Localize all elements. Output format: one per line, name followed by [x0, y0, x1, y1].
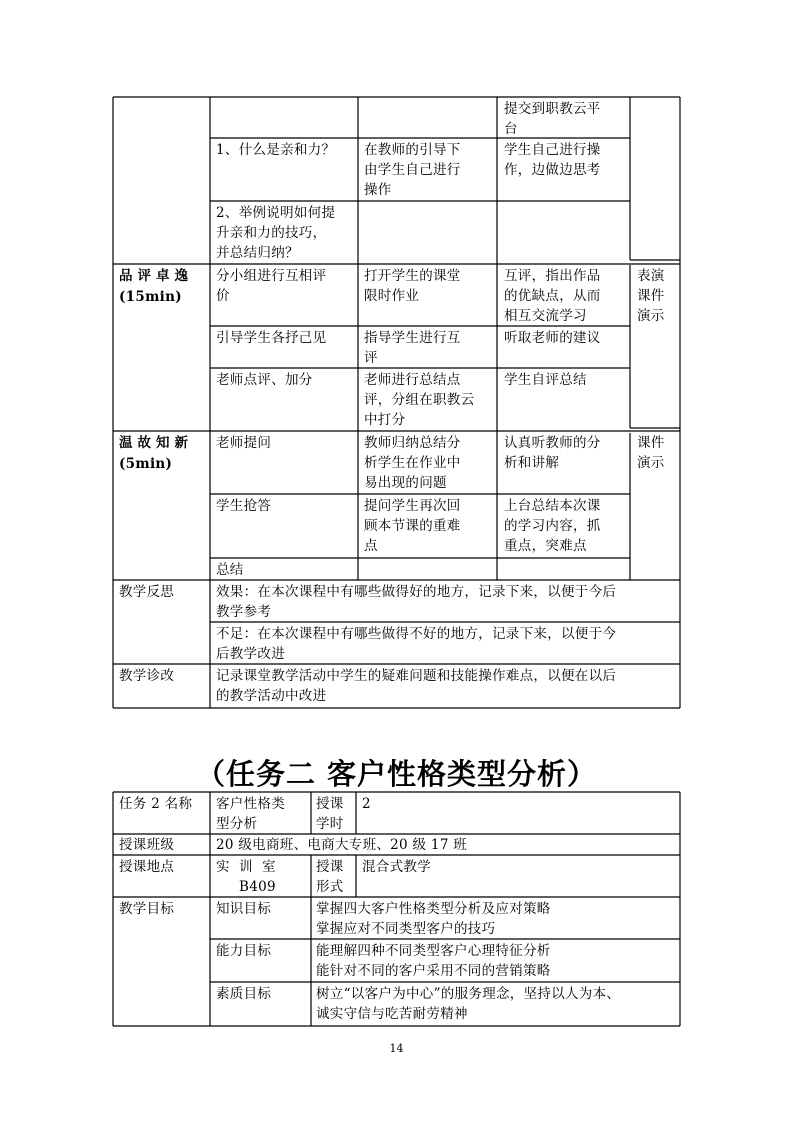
hours-label: 授课 学时 — [316, 796, 344, 832]
task-name-label: 任务 2 名称 — [119, 796, 193, 812]
cell-ping-1-student: 互评，指出作品 的优缺点，从而 相互交流学习 — [504, 268, 601, 324]
stage-time-pingping: (15min) — [119, 289, 182, 305]
cell-ping-3-student: 学生自评总结 — [504, 372, 587, 388]
resources-wengu: 课件 演示 — [637, 435, 665, 471]
cell-wen-2-student: 上台总结本次课 的学习内容，抓 重点，突难点 — [504, 498, 601, 554]
cell-ping-2-student: 听取老师的建议 — [504, 330, 601, 346]
cell-wen-1-teacher: 教师归纳总结分 析学生在作业中 易出现的问题 — [364, 435, 461, 491]
cell-wen-3-activity: 总结 — [216, 562, 244, 578]
cell-ping-1-activity: 分小组进行互相评 价 — [216, 268, 327, 304]
form-label: 授课 形式 — [316, 859, 344, 895]
goal-text-knowledge: 掌握四大客户性格类型分析及应对策略 掌握应对不同类型客户的技巧 — [316, 901, 551, 937]
goals-label: 教学目标 — [119, 901, 175, 917]
goal-type-knowledge: 知识目标 — [216, 901, 272, 917]
cell-submit-platform: 提交到职教云平 台 — [504, 101, 601, 137]
goal-type-ability: 能力目标 — [216, 943, 272, 959]
cell-ping-2-activity: 引导学生各抒己见 — [216, 330, 327, 346]
reflection-shortcoming: 不足：在本次课程中有哪些做得不好的地方，记录下来，以便于今 后教学改进 — [216, 626, 617, 662]
hours-value: 2 — [362, 796, 371, 812]
goal-text-ability: 能理解四种不同类型客户心理特征分析 能针对不同的客户采用不同的营销策略 — [316, 943, 551, 979]
cell-q1-student: 学生自己进行操 作，边做边思考 — [504, 142, 601, 178]
diagnosis-label: 教学诊改 — [119, 668, 175, 684]
cell-wen-1-activity: 老师提问 — [216, 435, 272, 451]
cell-question-1: 1、什么是亲和力？ — [216, 142, 336, 158]
cell-ping-1-teacher: 打开学生的课堂 限时作业 — [364, 268, 461, 304]
reflection-label: 教学反思 — [119, 584, 175, 600]
cell-wen-1-student: 认真听教师的分 析和讲解 — [504, 435, 601, 471]
cell-ping-2-teacher: 指导学生进行互 评 — [364, 330, 461, 366]
goal-text-quality: 树立“以客户为中心”的服务理念，坚持以人为本、 诚实守信与吃苦耐劳精神 — [316, 986, 621, 1022]
class-value: 20 级电商班、电商大专班、20 级 17 班 — [216, 837, 468, 853]
cell-q1-teacher: 在教师的引导下 由学生自己进行 操作 — [364, 142, 461, 198]
form-value: 混合式教学 — [362, 859, 431, 875]
cell-ping-3-teacher: 老师进行总结点 评，分组在职教云 中打分 — [364, 372, 475, 428]
stage-label-pingping: 品评卓逸 — [119, 268, 193, 284]
resources-pingping: 表演 课件 演示 — [637, 268, 665, 324]
place-label: 授课地点 — [119, 859, 175, 875]
task-title: （任务二 客户性格类型分析） — [195, 757, 598, 791]
stage-label-wengu: 温故知新 — [119, 435, 193, 451]
goal-type-quality: 素质目标 — [216, 986, 272, 1002]
cell-wen-2-activity: 学生抢答 — [216, 498, 272, 514]
diagnosis-text: 记录课堂教学活动中学生的疑难问题和技能操作难点，以便在以后 的教学活动中改进 — [216, 668, 617, 704]
task-name-value: 客户性格类 型分析 — [216, 796, 285, 832]
cell-ping-3-activity: 老师点评、加分 — [216, 372, 313, 388]
class-label: 授课班级 — [119, 837, 175, 853]
place-value: 实 训 室 B409 — [216, 859, 276, 895]
page-number: 14 — [389, 1042, 404, 1055]
cell-question-2: 2、举例说明如何提 升亲和力的技巧， 并总结归纳？ — [216, 205, 336, 261]
cell-wen-2-teacher: 提问学生再次回 顾本节课的重难 点 — [364, 498, 461, 554]
stage-time-wengu: (5min) — [119, 456, 173, 472]
reflection-effect: 效果：在本次课程中有哪些做得好的地方，记录下来，以便于今后 教学参考 — [216, 584, 617, 620]
